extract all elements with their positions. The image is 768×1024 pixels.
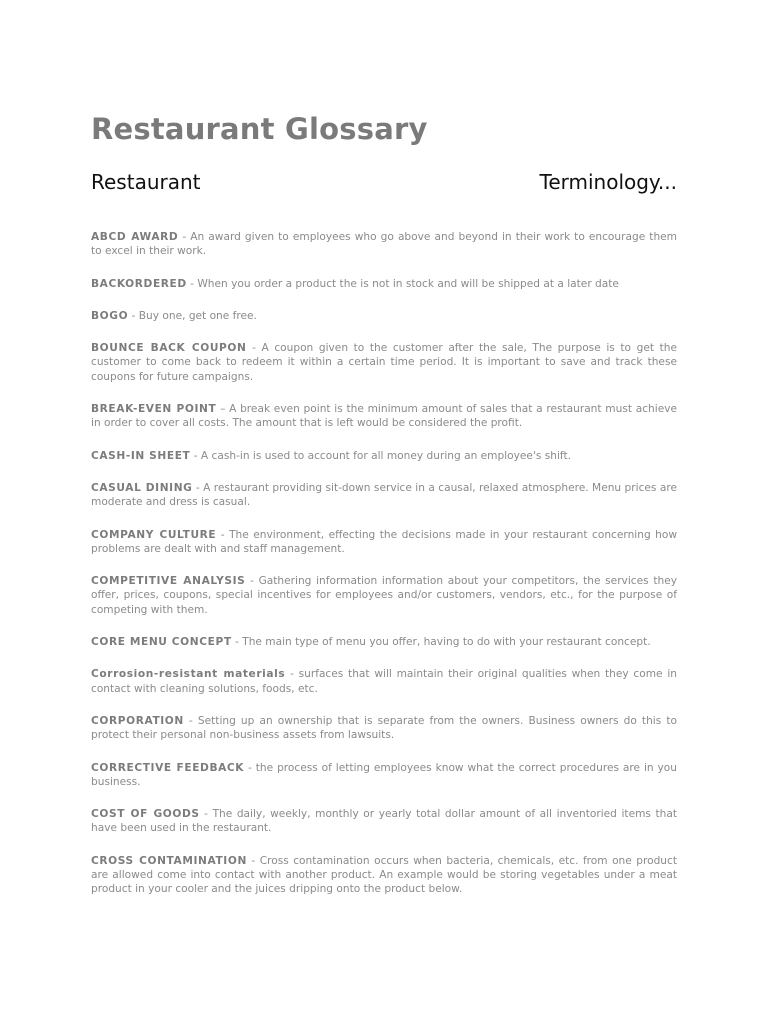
term-separator: -	[231, 636, 243, 649]
subtitle-right: Terminology...	[539, 170, 677, 194]
glossary-term: COST OF GOODS	[91, 808, 200, 821]
glossary-term: BOUNCE BACK COUPON	[91, 342, 247, 355]
glossary-definition: Buy one, get one free.	[138, 309, 257, 322]
glossary-definition: The environment, effecting the decisions made in your restaurant concerning how problems are dealt with and staff management.	[91, 528, 678, 555]
glossary-definition: Gathering information information about your competitors, the services they offer, prices, coupons, special incentives for employees and/or customers, vendors, etc., for the purpose of competing with them.	[91, 575, 677, 616]
glossary-definition: A break even point is the minimum amount of sales that a restaurant must achieve in order to cover all costs. The amount that is left would be considered the profit.	[91, 403, 677, 430]
glossary-term: COMPETITIVE ANALYSIS	[91, 575, 246, 588]
term-separator: –	[216, 403, 230, 416]
document-subtitle	[91, 170, 677, 194]
glossary-entry	[91, 230, 677, 259]
term-separator: -	[285, 668, 299, 681]
glossary-entry	[91, 714, 677, 743]
glossary-entry	[91, 481, 677, 510]
term-separator: -	[190, 449, 201, 462]
glossary-entry	[91, 761, 677, 790]
glossary-definition: When you order a product the is not in stock and will be shipped at a later date	[197, 277, 619, 290]
glossary-term: BACKORDERED	[91, 277, 187, 290]
term-separator: -	[245, 575, 259, 588]
glossary-entry	[91, 635, 677, 649]
glossary-term: CROSS CONTAMINATION	[91, 854, 247, 867]
glossary-definition: the process of letting employees know what the correct procedures are in you business.	[91, 761, 678, 788]
glossary-definition: surfaces that will maintain their original qualities when they come in contact with cleaning solutions, foods, etc.	[91, 668, 677, 695]
term-separator: -	[199, 808, 213, 821]
glossary-definition: Setting up an ownership that is separate from the owners. Business owners do this to protect their personal non-business assets from lawsuits.	[91, 714, 677, 742]
term-separator: -	[128, 309, 139, 322]
glossary-entry	[91, 528, 677, 557]
term-separator: -	[216, 528, 230, 541]
glossary-entry	[91, 309, 677, 323]
glossary-entry	[91, 449, 677, 463]
glossary-definition: A cash-in is used to account for all money during an employee's shift.	[200, 449, 571, 462]
glossary-entry	[91, 807, 677, 836]
term-separator: -	[186, 277, 198, 290]
glossary-term: CORRECTIVE FEEDBACK	[91, 761, 245, 774]
glossary-term: CASUAL DINING	[91, 481, 193, 494]
glossary-entry	[91, 667, 677, 696]
glossary-definition: The main type of menu you offer, having to do with your restaurant concept.	[242, 636, 651, 649]
glossary-term: BREAK-EVEN POINT	[91, 403, 217, 416]
glossary-term: BOGO	[91, 309, 129, 322]
subtitle-left: Restaurant	[91, 170, 201, 194]
glossary-entry	[91, 402, 677, 431]
term-separator: -	[244, 761, 256, 774]
glossary-term: ABCD AWARD	[91, 231, 179, 243]
term-separator: -	[246, 854, 260, 867]
term-separator: -	[246, 342, 262, 355]
glossary-entry	[91, 854, 677, 897]
term-separator: -	[192, 481, 204, 494]
glossary-term: CORE MENU CONCEPT	[91, 636, 232, 649]
term-separator: -	[183, 714, 198, 727]
glossary-definition: A restaurant providing sit-down service in a causal, relaxed atmosphere. Menu prices are moderate and dress is casual.	[91, 481, 677, 509]
document-title: Restaurant Glossary	[91, 112, 428, 146]
term-separator: -	[178, 231, 191, 243]
glossary-entry	[91, 341, 677, 384]
glossary-term: COMPANY CULTURE	[91, 528, 217, 541]
glossary-definition: An award given to employees who go above and beyond in their work to encourage them to excel in their work.	[91, 231, 677, 258]
glossary-definition: The daily, weekly, monthly or yearly total dollar amount of all inventoried items that have been used in the restaurant.	[91, 808, 678, 835]
glossary-term: Corrosion-resistant materials	[91, 668, 286, 681]
glossary-definition: A coupon given to the customer after the sale, The purpose is to get the customer to come back to redeem it within a certain time period. It is important to save and track these coupons for future campaigns.	[91, 342, 677, 383]
glossary-entry	[91, 574, 677, 617]
glossary-definition: Cross contamination occurs when bacteria, chemicals, etc. from one product are allowed come into contact with another product. An example would be storing vegetables under a meat product in your cooler and the juices dripping onto the product below.	[91, 854, 677, 896]
glossary-term: CASH-IN SHEET	[91, 449, 191, 462]
glossary-entry	[91, 277, 677, 291]
glossary-term: CORPORATION	[91, 714, 184, 727]
glossary-list	[91, 230, 677, 915]
